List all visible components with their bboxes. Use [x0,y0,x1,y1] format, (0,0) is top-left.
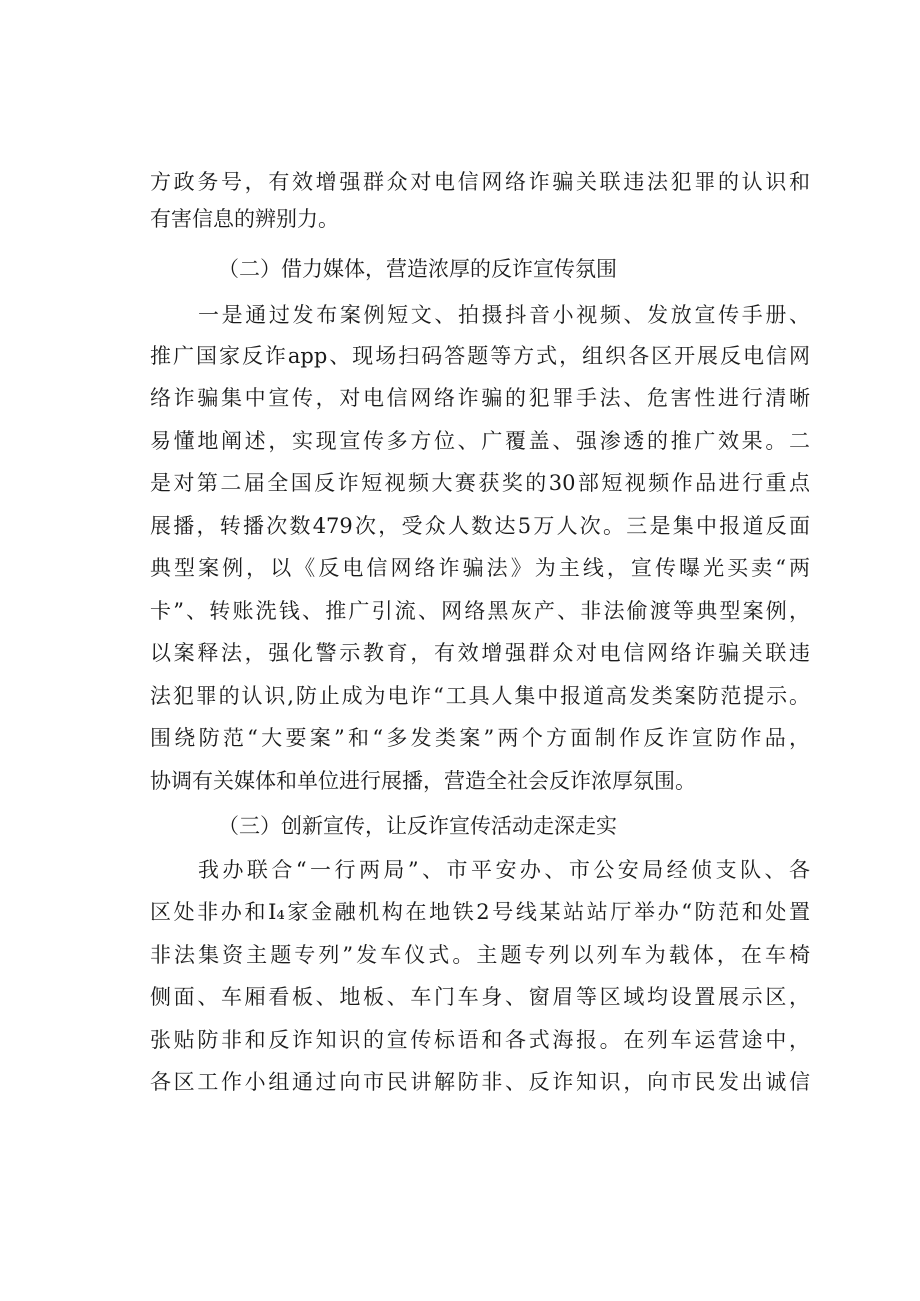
paragraph-line: 区处非办和I₄家金融机构在地铁2号线某站站厅举办“防范和处置 [150,900,810,924]
paragraph-line: 侧面、车厢看板、地板、车门车身、窗眉等区域均设置展示区， [150,985,810,1009]
paragraph-line: 展播，转播次数479次，受众人数达5万人次。三是集中报道反面 [150,514,810,538]
paragraph-line: 易懂地阐述，实现宣传多方位、广覆盖、强渗透的推广效果。二 [150,429,810,453]
paragraph-line: 典型案例，以《反电信网络诈骗法》为主线，宣传曝光买卖“两 [150,556,810,580]
paragraph-line: 张贴防非和反诈知识的宣传标语和各式海报。在列车运营途中， [150,1028,810,1052]
paragraph-line: 有害信息的辨别力。 [150,207,339,231]
paragraph-line: 非法集资主题专列”发车仪式。主题专列以列车为载体，在车椅 [150,943,810,967]
paragraph-line: 一是通过发布案例短文、拍摄抖音小视频、发放宣传手册、 [198,303,810,327]
paragraph-line: 各区工作小组通过向市民讲解防非、反诈知识，向市民发出诚信 [150,1070,810,1094]
section-heading: （二）借力媒体，营造浓厚的反诈宣传氛围 [218,257,617,281]
section-heading: （三）创新宣传，让反诈宣传活动走深走实 [218,814,617,838]
paragraph-line: 法犯罪的认识,防止成为电诈“工具人集中报道高发类案防范提示。 [150,684,810,708]
paragraph-line: 卡”、转账洗钱、推广引流、网络黑灰产、非法偷渡等典型案例， [150,599,810,623]
paragraph-line: 以案释法，强化警示教育，有效增强群众对电信网络诈骗关联违 [150,641,810,665]
paragraph-line: 我办联合“一行两局”、市平安办、市公安局经侦支队、各 [198,858,810,882]
paragraph-line: 推广国家反诈app、现场扫码答题等方式，组织各区开展反电信网 [150,344,810,368]
paragraph-line: 围绕防范“大要案”和“多发类案”两个方面制作反诈宣防作品， [150,726,810,750]
paragraph-line: 方政务号，有效增强群众对电信网络诈骗关联违法犯罪的认识和 [150,170,810,194]
paragraph-line: 协调有关媒体和单位进行展播，营造全社会反诈浓厚氛围。 [150,769,696,793]
paragraph-line: 是对第二届全国反诈短视频大赛获奖的30部短视频作品进行重点 [150,471,810,495]
paragraph-line: 络诈骗集中宣传，对电信网络诈骗的犯罪手法、危害性进行清晰 [150,386,810,410]
